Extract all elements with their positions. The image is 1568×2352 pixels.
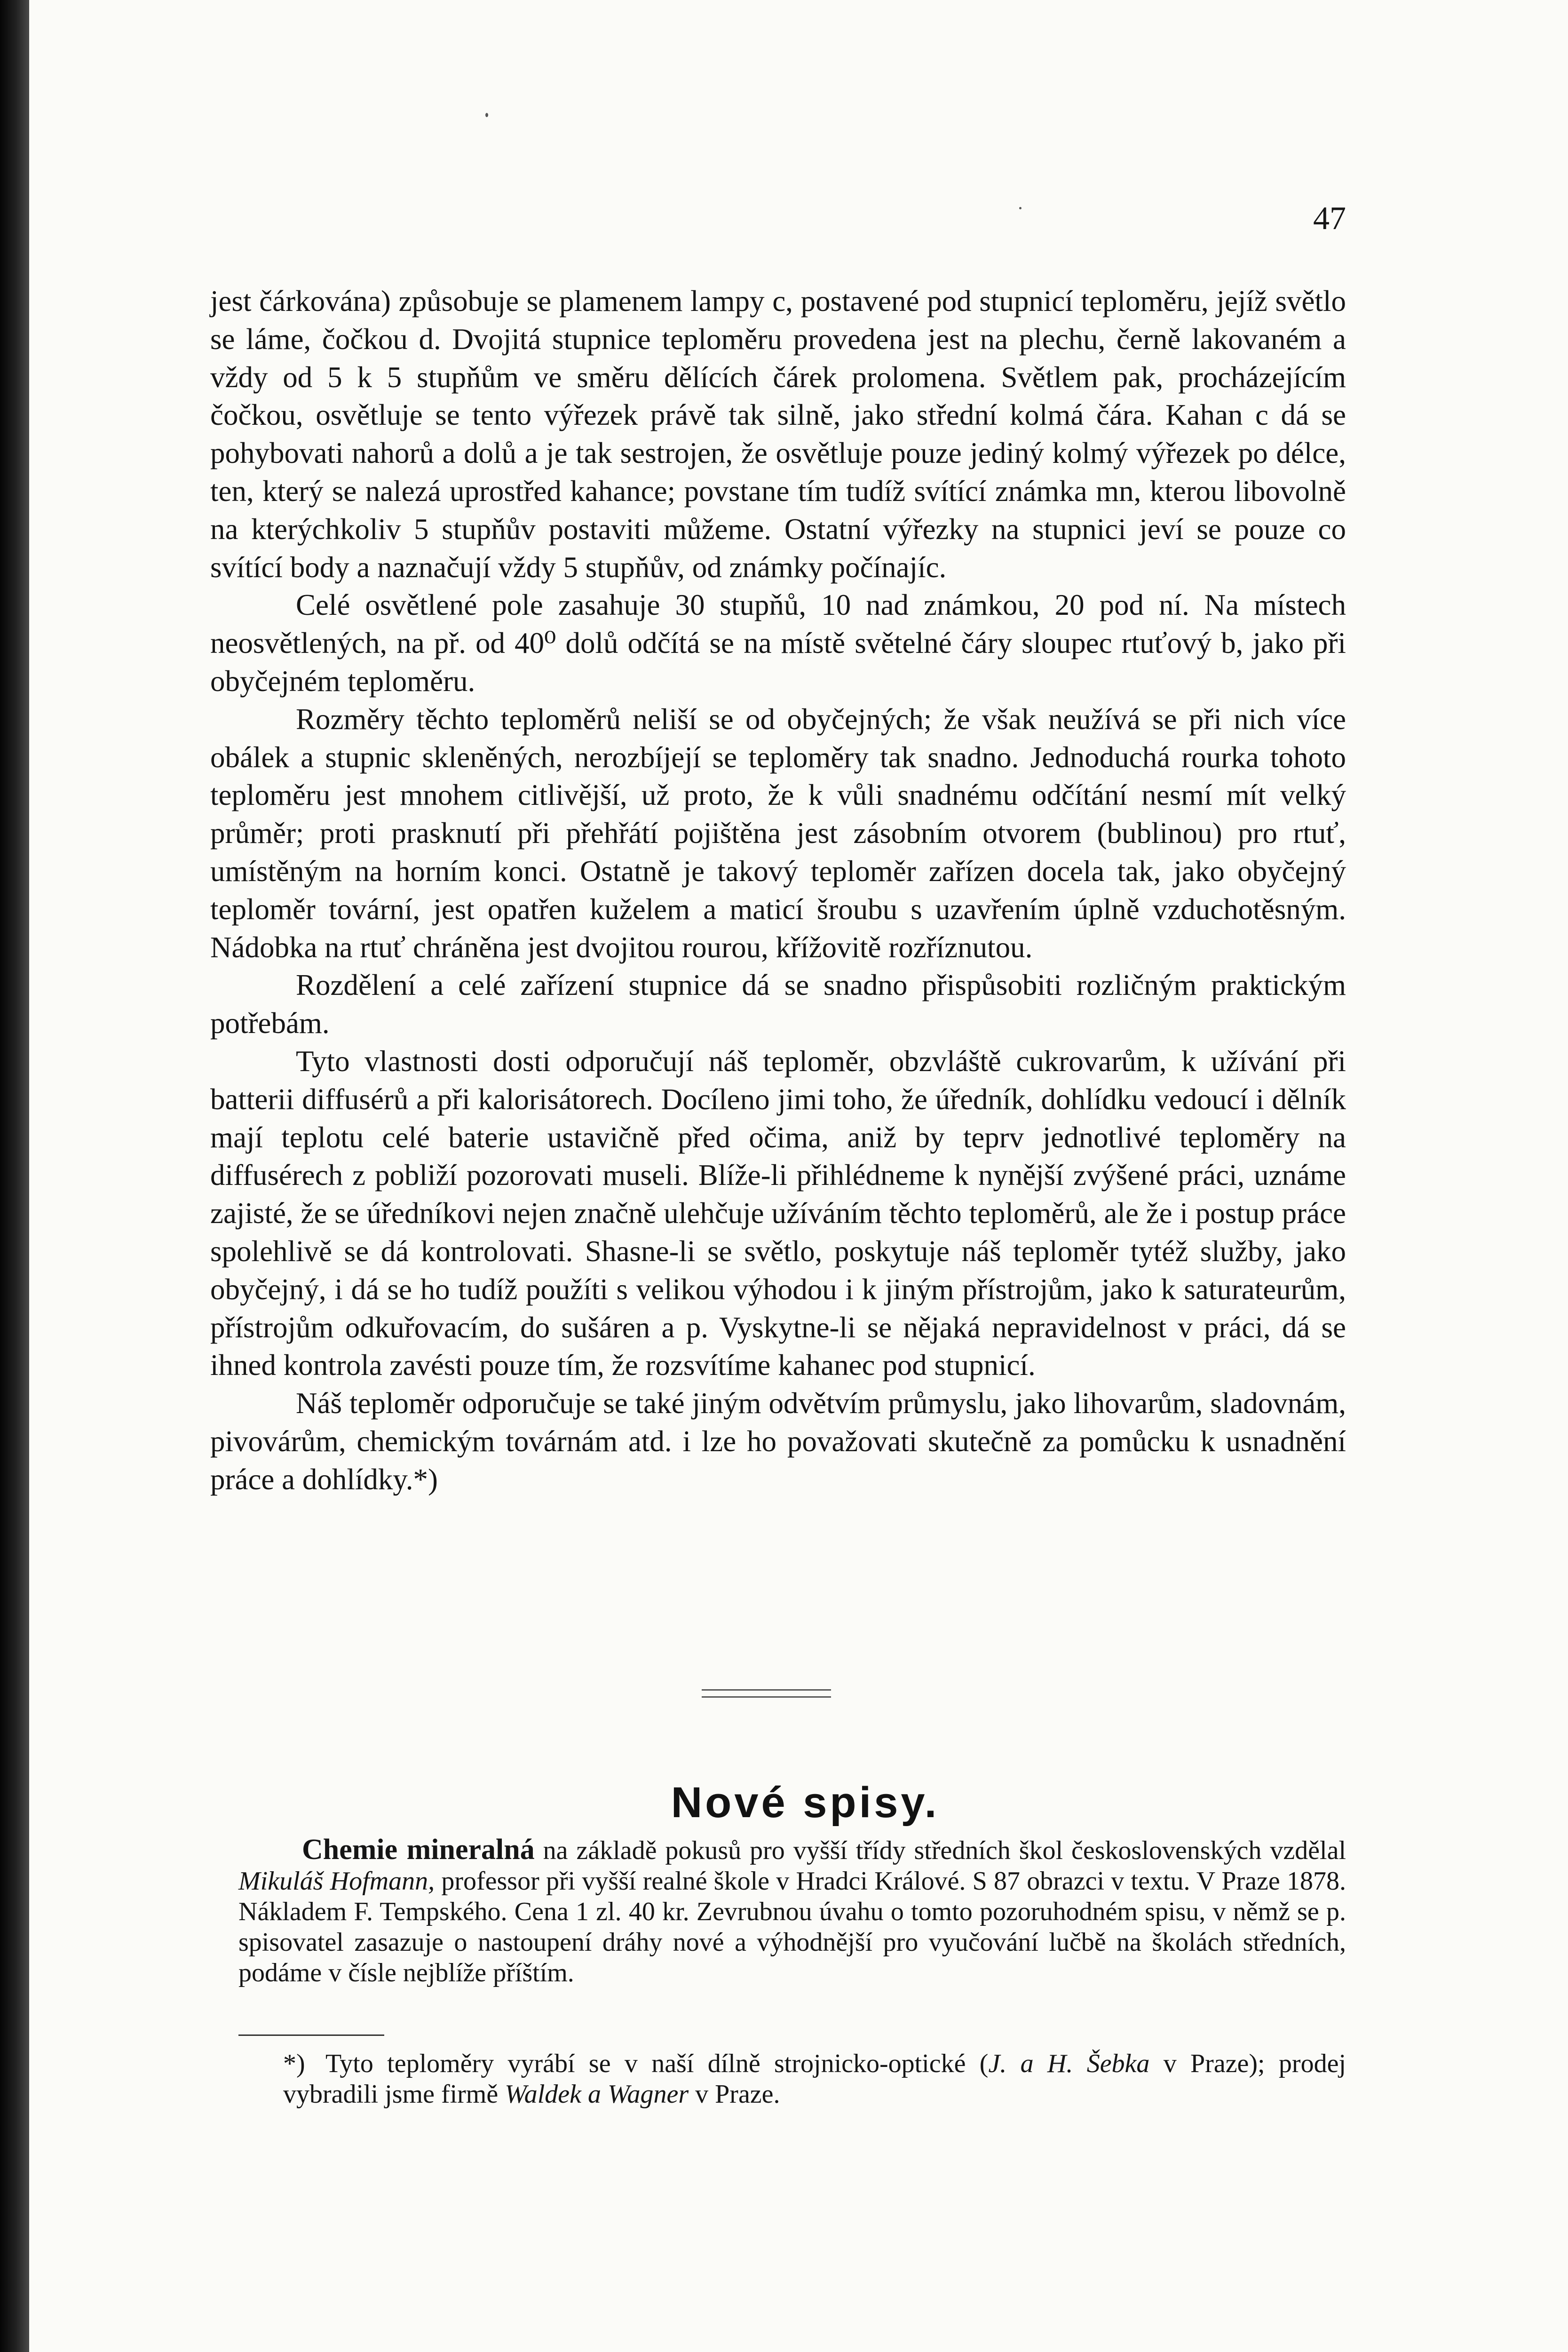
section-title: Nové spisy. <box>671 1779 940 1827</box>
footnote <box>283 2049 1346 2110</box>
book-page <box>29 0 1568 2352</box>
scan-left-edge <box>0 0 29 2352</box>
paragraph-4: Rozdělení a celé zařízení stupnice dá se snadno přispůsobiti rozličným praktickým potřebám. <box>210 969 1346 1040</box>
review-text-2: professor při vyšší realné škole v Hradci Králové. S 87 obrazci v textu. V Praze 1878. Nákladem F. Tempského. Cena 1 zl. 40 kr. Zevrubnou úvahu o tomto pozoruhodném spisu, v němž se p. spisovatel zasazuje o nastoupení dráhy nové a výhodnější pro vyučování lučbě na školách středních, podáme v čísle nejblíže příštím. <box>238 1867 1346 1987</box>
review-author: Mikuláš Hofmann, <box>238 1867 435 1896</box>
book-review <box>238 1835 1346 1988</box>
footnote-divider <box>238 2034 384 2036</box>
paragraph-3: Rozměry těchto teploměrů neliší se od obyčejných; že však neužívá se při nich více obálek a stupnic skleněných, nerozbíjejí se teploměry tak snadno. Jednoduchá rourka tohoto teploměru jest mnohem citlivější, už proto, že k vůli snadnému odčítání nesmí mít velký průměr; proti prasknutí při přehřátí pojištěna jest zásobním otvorem (bublinou) pro rtuť, umístěným na horním konci. Ostatně je takový teploměr zařízen docela tak, jako obyčejný teploměr tovární, jest opatřen kuželem a maticí šroubu s uzavřením úplně vzduchotěsným. Nádobka na rtuť chráněna jest dvojitou rourou, křížovitě rozříznutou. <box>210 702 1346 964</box>
footnote-text-1: Tyto teploměry vyrábí se v naší dílně strojnicko-optické ( <box>325 2049 989 2078</box>
scan-speck <box>1019 207 1022 209</box>
page-number: 47 <box>1313 200 1346 237</box>
section-divider <box>702 1689 831 1698</box>
paragraph-5: Tyto vlastnosti dosti odporučují náš teploměr, obzvláště cukrovarům, k užívání při batterii diffusérů a při kalorisátorech. Docíleno jimi toho, že úředník, dohlídku vedoucí i dělník mají teplotu celé baterie ustavičně před očima, aniž by teprv jednotlivé teploměry na diffusérech z pobliží pozorovati museli. Blíže-li přihlédneme k nynější zvýšené práci, uznáme zajisté, že se úředníkovi nejen značně ulehčuje užíváním těchto teploměrů, ale že i postup práce spolehlivě se dá kontrolovati. Shasne-li se světlo, poskytuje náš teploměr tytéž služby, jako obyčejný, i dá se ho tudíž použíti s velikou výhodou i k jiným přístrojům, jako k saturateurům, přístrojům odkuřovacím, do sušáren a p. Vyskytne-li se nějaká nepravidelnost v práci, dá se ihned kontrola zavésti pouze tím, že rozsvítíme kahanec pod stupnicí. <box>210 1044 1346 1382</box>
main-text <box>210 282 1346 1499</box>
scan-speck <box>485 113 488 117</box>
footnote-text-2: v Praze); prodej vybradili jsme firmě <box>283 2049 1346 2109</box>
footnote-mark: *) <box>283 2049 305 2078</box>
review-book-title: Chemie mineralná <box>302 1834 535 1866</box>
footnote-firm: Waldek a Wagner <box>505 2080 689 2109</box>
footnote-text-3: v Praze. <box>689 2080 780 2109</box>
paragraph-2: Celé osvětlené pole zasahuje 30 stupňů, 10 nad známkou, 20 pod ní. Na místech neosvětlených, na př. od 40⁰ dolů odčítá se na místě světelné čáry sloupec rtuťový b, jako při obyčejném teploměru. <box>210 588 1346 698</box>
paragraph-1: jest čárkována) způsobuje se plamenem lampy c, postavené pod stupnicí teploměru, jejíž světlo se láme, čočkou d. Dvojitá stupnice teploměru provedena jest na plechu, černě lakovaném a vždy od 5 k 5 stupňům ve směru dělících čárek prolomena. Světlem pak, procházejícím čočkou, osvětluje se tento výřezek právě tak silně, jako střední kolmá čára. Kahan c dá se pohybovati nahorů a dolů a je tak sestrojen, že osvětluje pouze jediný kolmý výřezek po délce, ten, který se nalezá uprostřed kahance; povstane tím tudíž svítící známka mn, kterou libovolně na kterýchkoliv 5 stupňův postaviti můžeme. Ostatní výřezky na stupnici jeví se pouze co svítící body a naznačují vždy 5 stupňův, od známky počínajíc. <box>210 285 1346 584</box>
review-text-1: na základě pokusů pro vyšší třídy středních škol československých vzdělal <box>534 1836 1346 1865</box>
paragraph-6: Náš teploměr odporučuje se také jiným odvětvím průmyslu, jako lihovarům, sladovnám, pivovárům, chemickým továrnám atd. i lze ho považovati skutečně za pomůcku k usnadnění práce a dohlídky.*) <box>210 1387 1346 1496</box>
footnote-maker: J. a H. Šebka <box>988 2049 1150 2078</box>
